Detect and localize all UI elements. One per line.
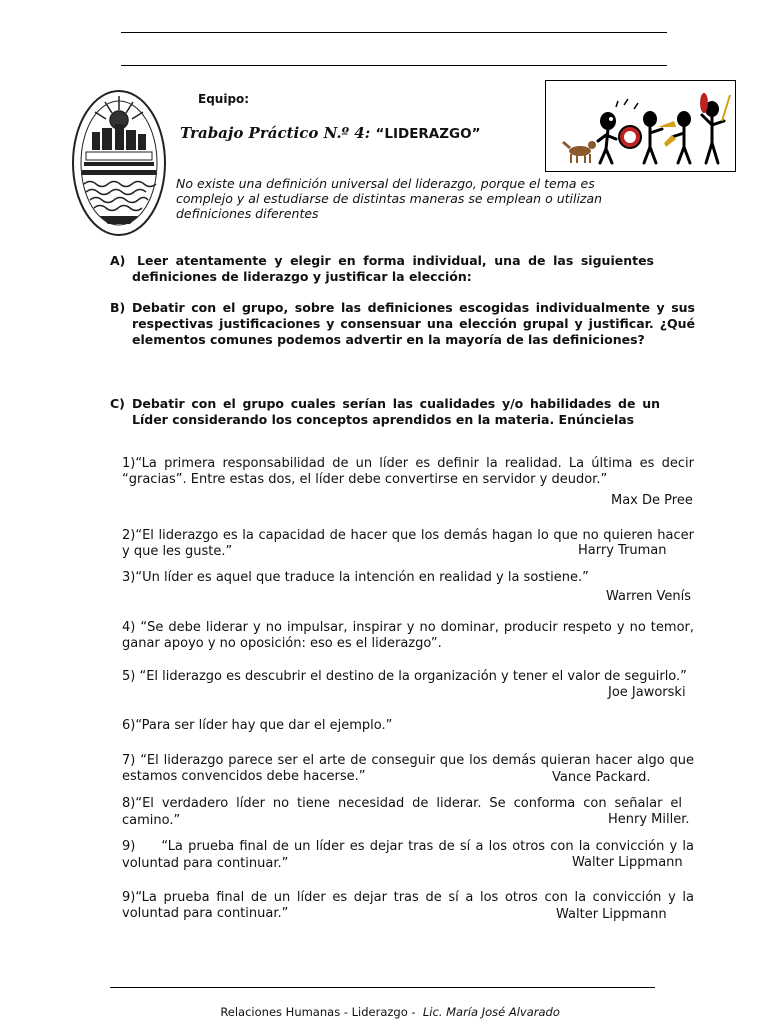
quote-1: 1)“La primera responsabilidad de un líder es definir la realidad. La última es decir “gracias”. Entre estas dos, el líder debe convertirse en servidor y deudor.” <box>122 456 694 487</box>
quote-9b: 9)“La prueba final de un líder es dejar tras de sí a los otros con la convicción y la voluntad para continuar.” <box>122 890 694 921</box>
quote-author: Vance Packard. <box>552 770 651 785</box>
title-main: “LIDERAZGO” <box>375 126 481 142</box>
top-rule-2 <box>121 65 667 66</box>
task-a <box>110 253 695 287</box>
task-text: Debatir con el grupo, sobre las definiciones escogidas individualmente y sus respectivas justificaciones y consensuar una elección grupal y justificar. ¿Qué elementos comunes podemos advertir en la mayoría de las definiciones? <box>132 300 695 347</box>
footer-author: Lic. María José Alvarado <box>422 1005 560 1019</box>
quote-author: Warren Venís <box>606 589 692 604</box>
intro-paragraph: No existe una definición universal del liderazgo, porque el tema es complejo y al estudiarse de distintas maneras se emplean o utilizan definiciones diferentes <box>176 176 603 221</box>
page-title <box>180 124 480 142</box>
quote-9: 9) “La prueba final de un líder es dejar tras de sí a los otros con la convicción y la voluntad para continuar.” <box>122 839 699 871</box>
band-illustration <box>545 80 736 172</box>
footer-rule <box>110 987 655 988</box>
team-label: Equipo: <box>198 92 250 106</box>
quote-author: Joe Jaworski <box>608 685 686 700</box>
university-seal-logo <box>70 88 168 238</box>
title-italic: Trabajo Práctico N.º 4 <box>180 124 365 142</box>
quote-author: Max De Pree <box>611 493 693 508</box>
task-label: B) <box>110 300 126 315</box>
task-text: Leer atentamente y elegir en forma individual, una de las siguientes definiciones de liderazgo y justificar la elección: <box>132 253 654 284</box>
quote-7: 7) “El liderazgo parece ser el arte de conseguir que los demás quieran hacer algo que estamos convencidos debe hacerse.” <box>122 753 694 784</box>
quote-8: 8)“El verdadero líder no tiene necesidad de liderar. Se conforma con señalar el camino.” <box>122 796 682 828</box>
quote-2: 2)“El liderazgo es la capacidad de hacer que los demás hagan lo que no quieren hacer y que les guste.” <box>122 528 694 559</box>
quote-author: Henry Miller. <box>608 812 690 827</box>
top-rule-1 <box>121 32 667 33</box>
quote-author: Walter Lippmann <box>572 855 683 870</box>
task-label: C) <box>110 396 125 411</box>
quote-author: Harry Truman <box>578 543 667 558</box>
task-text: Debatir con el grupo cuales serían las cualidades y/o habilidades de un Líder considerando los conceptos aprendidos en la materia. Enúncielas <box>132 396 660 427</box>
quote-3: 3)“Un líder es aquel que traduce la intención en realidad y la sostiene.” <box>122 570 589 585</box>
quote-5: 5) “El liderazgo es descubrir el destino de la organización y tener el valor de seguirlo.” <box>122 669 687 684</box>
title-separator: : <box>364 124 376 142</box>
task-c <box>110 396 695 430</box>
quote-author: Walter Lippmann <box>556 907 667 922</box>
task-label: A) <box>110 253 126 268</box>
quote-4: 4) “Se debe liderar y no impulsar, inspirar y no dominar, producir respeto y no temor, ganar apoyo y no oposición: eso es el liderazgo”. <box>122 620 694 651</box>
quote-6: 6)“Para ser líder hay que dar el ejemplo.” <box>122 718 393 733</box>
task-b <box>110 300 695 366</box>
page-footer <box>213 991 560 1019</box>
footer-text: Relaciones Humanas - Liderazgo - <box>220 1005 423 1019</box>
